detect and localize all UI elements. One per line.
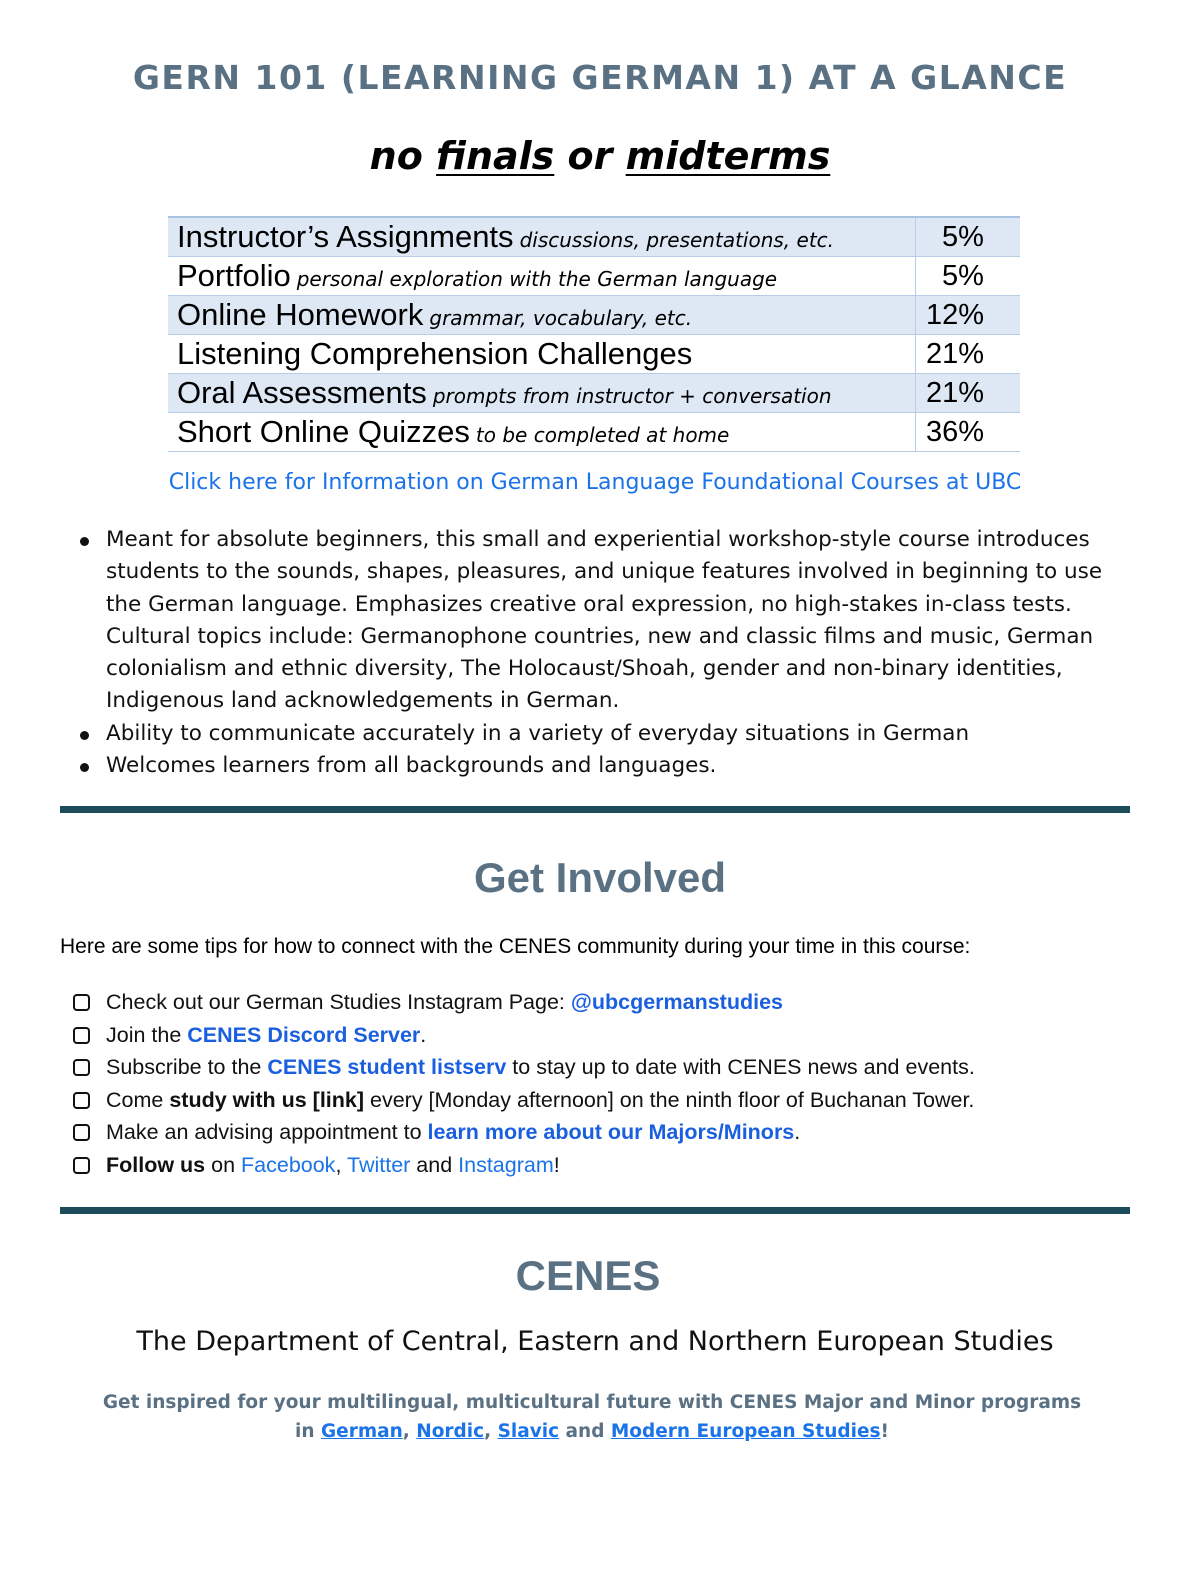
subtitle: no finals or midterms bbox=[369, 134, 831, 178]
instagram-handle-link[interactable]: @ubcgermanstudies bbox=[570, 990, 783, 1014]
modern-european-studies-link[interactable]: Modern European Studies bbox=[610, 1421, 881, 1442]
grade-item-percent: 5% bbox=[916, 217, 1021, 257]
bullet-icon bbox=[80, 537, 89, 546]
list-item: Meant for absolute beginners, this small and experiential workshop-style course introduces students to the sounds, shapes, pleasures, and unique features involved in beginning to use the German language. Emphasizes creative oral expression, no high-stakes in-class tests. Cultural topics include: Germanophone countries, new and classic films and music, German colonialism and ethnic diversity, The Holocaust/Shoah, gender and non-binary identities, Indigenous land acknowledgements in German. bbox=[60, 524, 1130, 718]
checkbox-icon[interactable] bbox=[73, 1027, 90, 1044]
grade-item-percent: 12% bbox=[916, 296, 1021, 335]
checklist-item: Join the CENES Discord Server. bbox=[70, 1019, 1150, 1052]
grade-item-desc: grammar, vocabulary, etc. bbox=[429, 306, 693, 330]
grade-item-percent: 36% bbox=[916, 413, 1021, 452]
instagram-link[interactable]: Instagram bbox=[458, 1152, 554, 1177]
grade-item-percent: 5% bbox=[916, 257, 1021, 296]
checklist-item: Subscribe to the CENES student listserv to stay up to date with CENES news and events. bbox=[70, 1051, 1150, 1084]
get-involved-checklist bbox=[70, 986, 1150, 1181]
get-involved-heading: Get Involved bbox=[473, 854, 727, 901]
twitter-link[interactable]: Twitter bbox=[347, 1152, 411, 1177]
grade-item-desc: to be completed at home bbox=[475, 423, 730, 447]
majors-minors-link[interactable]: learn more about our Majors/Minors bbox=[427, 1120, 795, 1144]
department-name: The Department of Central, Eastern and Northern European Studies bbox=[136, 1326, 1054, 1357]
german-program-link[interactable]: German bbox=[320, 1421, 403, 1442]
bullet-icon bbox=[80, 763, 89, 772]
checklist-item: Follow us on Facebook, Twitter and Instagram! bbox=[70, 1149, 1150, 1182]
grade-breakdown-table bbox=[168, 216, 1020, 452]
checklist-item: Check out our German Studies Instagram Page: @ubcgermanstudies bbox=[70, 986, 1150, 1019]
table-row bbox=[168, 335, 1020, 374]
listserv-link[interactable]: CENES student listserv bbox=[267, 1055, 507, 1079]
table-row bbox=[168, 217, 1020, 257]
grade-item-percent: 21% bbox=[916, 335, 1021, 374]
checklist-item: Come study with us [link] every [Monday afternoon] on the ninth floor of Buchanan Tower. bbox=[70, 1084, 1150, 1117]
grade-item-desc: prompts from instructor + conversation bbox=[432, 384, 832, 408]
course-description-list bbox=[60, 524, 1130, 782]
checkbox-icon[interactable] bbox=[73, 1092, 90, 1109]
grade-item-name: Portfolio bbox=[177, 258, 291, 293]
table-row bbox=[168, 296, 1020, 335]
table-row bbox=[168, 413, 1020, 452]
facebook-link[interactable]: Facebook bbox=[241, 1152, 336, 1177]
nordic-program-link[interactable]: Nordic bbox=[416, 1421, 485, 1442]
grade-item-desc: personal exploration with the German language bbox=[296, 267, 778, 291]
cenes-heading: CENES bbox=[515, 1252, 661, 1299]
grade-item-desc: discussions, presentations, etc. bbox=[519, 228, 835, 252]
grade-item-name: Online Homework bbox=[177, 297, 424, 332]
checklist-item: Make an advising appointment to learn more about our Majors/Minors. bbox=[70, 1116, 1150, 1149]
checkbox-icon[interactable] bbox=[73, 1157, 90, 1174]
list-item: Welcomes learners from all backgrounds and languages. bbox=[60, 750, 1130, 782]
table-row bbox=[168, 257, 1020, 296]
checkbox-icon[interactable] bbox=[73, 994, 90, 1011]
list-item: Ability to communicate accurately in a variety of everyday situations in German bbox=[60, 718, 1130, 750]
foundational-courses-link[interactable]: Click here for Information on German Language Foundational Courses at UBC bbox=[168, 470, 1022, 495]
study-with-us-text: study with us [link] bbox=[169, 1087, 365, 1112]
discord-server-link[interactable]: CENES Discord Server bbox=[187, 1022, 421, 1047]
checkbox-icon[interactable] bbox=[73, 1059, 90, 1076]
grade-item-name: Instructor’s Assignments bbox=[177, 219, 514, 254]
table-row bbox=[168, 374, 1020, 413]
grade-item-name: Short Online Quizzes bbox=[177, 414, 470, 449]
programs-blurb: Get inspired for your multilingual, multicultural future with CENES Major and Minor programs in German, Nordic, Slavic and Modern European Studies! bbox=[102, 1392, 1082, 1442]
grade-item-percent: 21% bbox=[916, 374, 1021, 413]
page-title: GERN 101 (LEARNING GERMAN 1) AT A GLANCE bbox=[132, 58, 1068, 97]
bullet-icon bbox=[80, 731, 89, 740]
checkbox-icon[interactable] bbox=[73, 1124, 90, 1141]
get-involved-intro: Here are some tips for how to connect with the CENES community during your time in this course: bbox=[60, 935, 971, 958]
section-divider bbox=[60, 806, 1130, 813]
grade-item-name: Listening Comprehension Challenges bbox=[177, 336, 693, 371]
section-divider bbox=[60, 1207, 1130, 1214]
grade-item-name: Oral Assessments bbox=[177, 375, 427, 410]
slavic-program-link[interactable]: Slavic bbox=[497, 1421, 560, 1442]
